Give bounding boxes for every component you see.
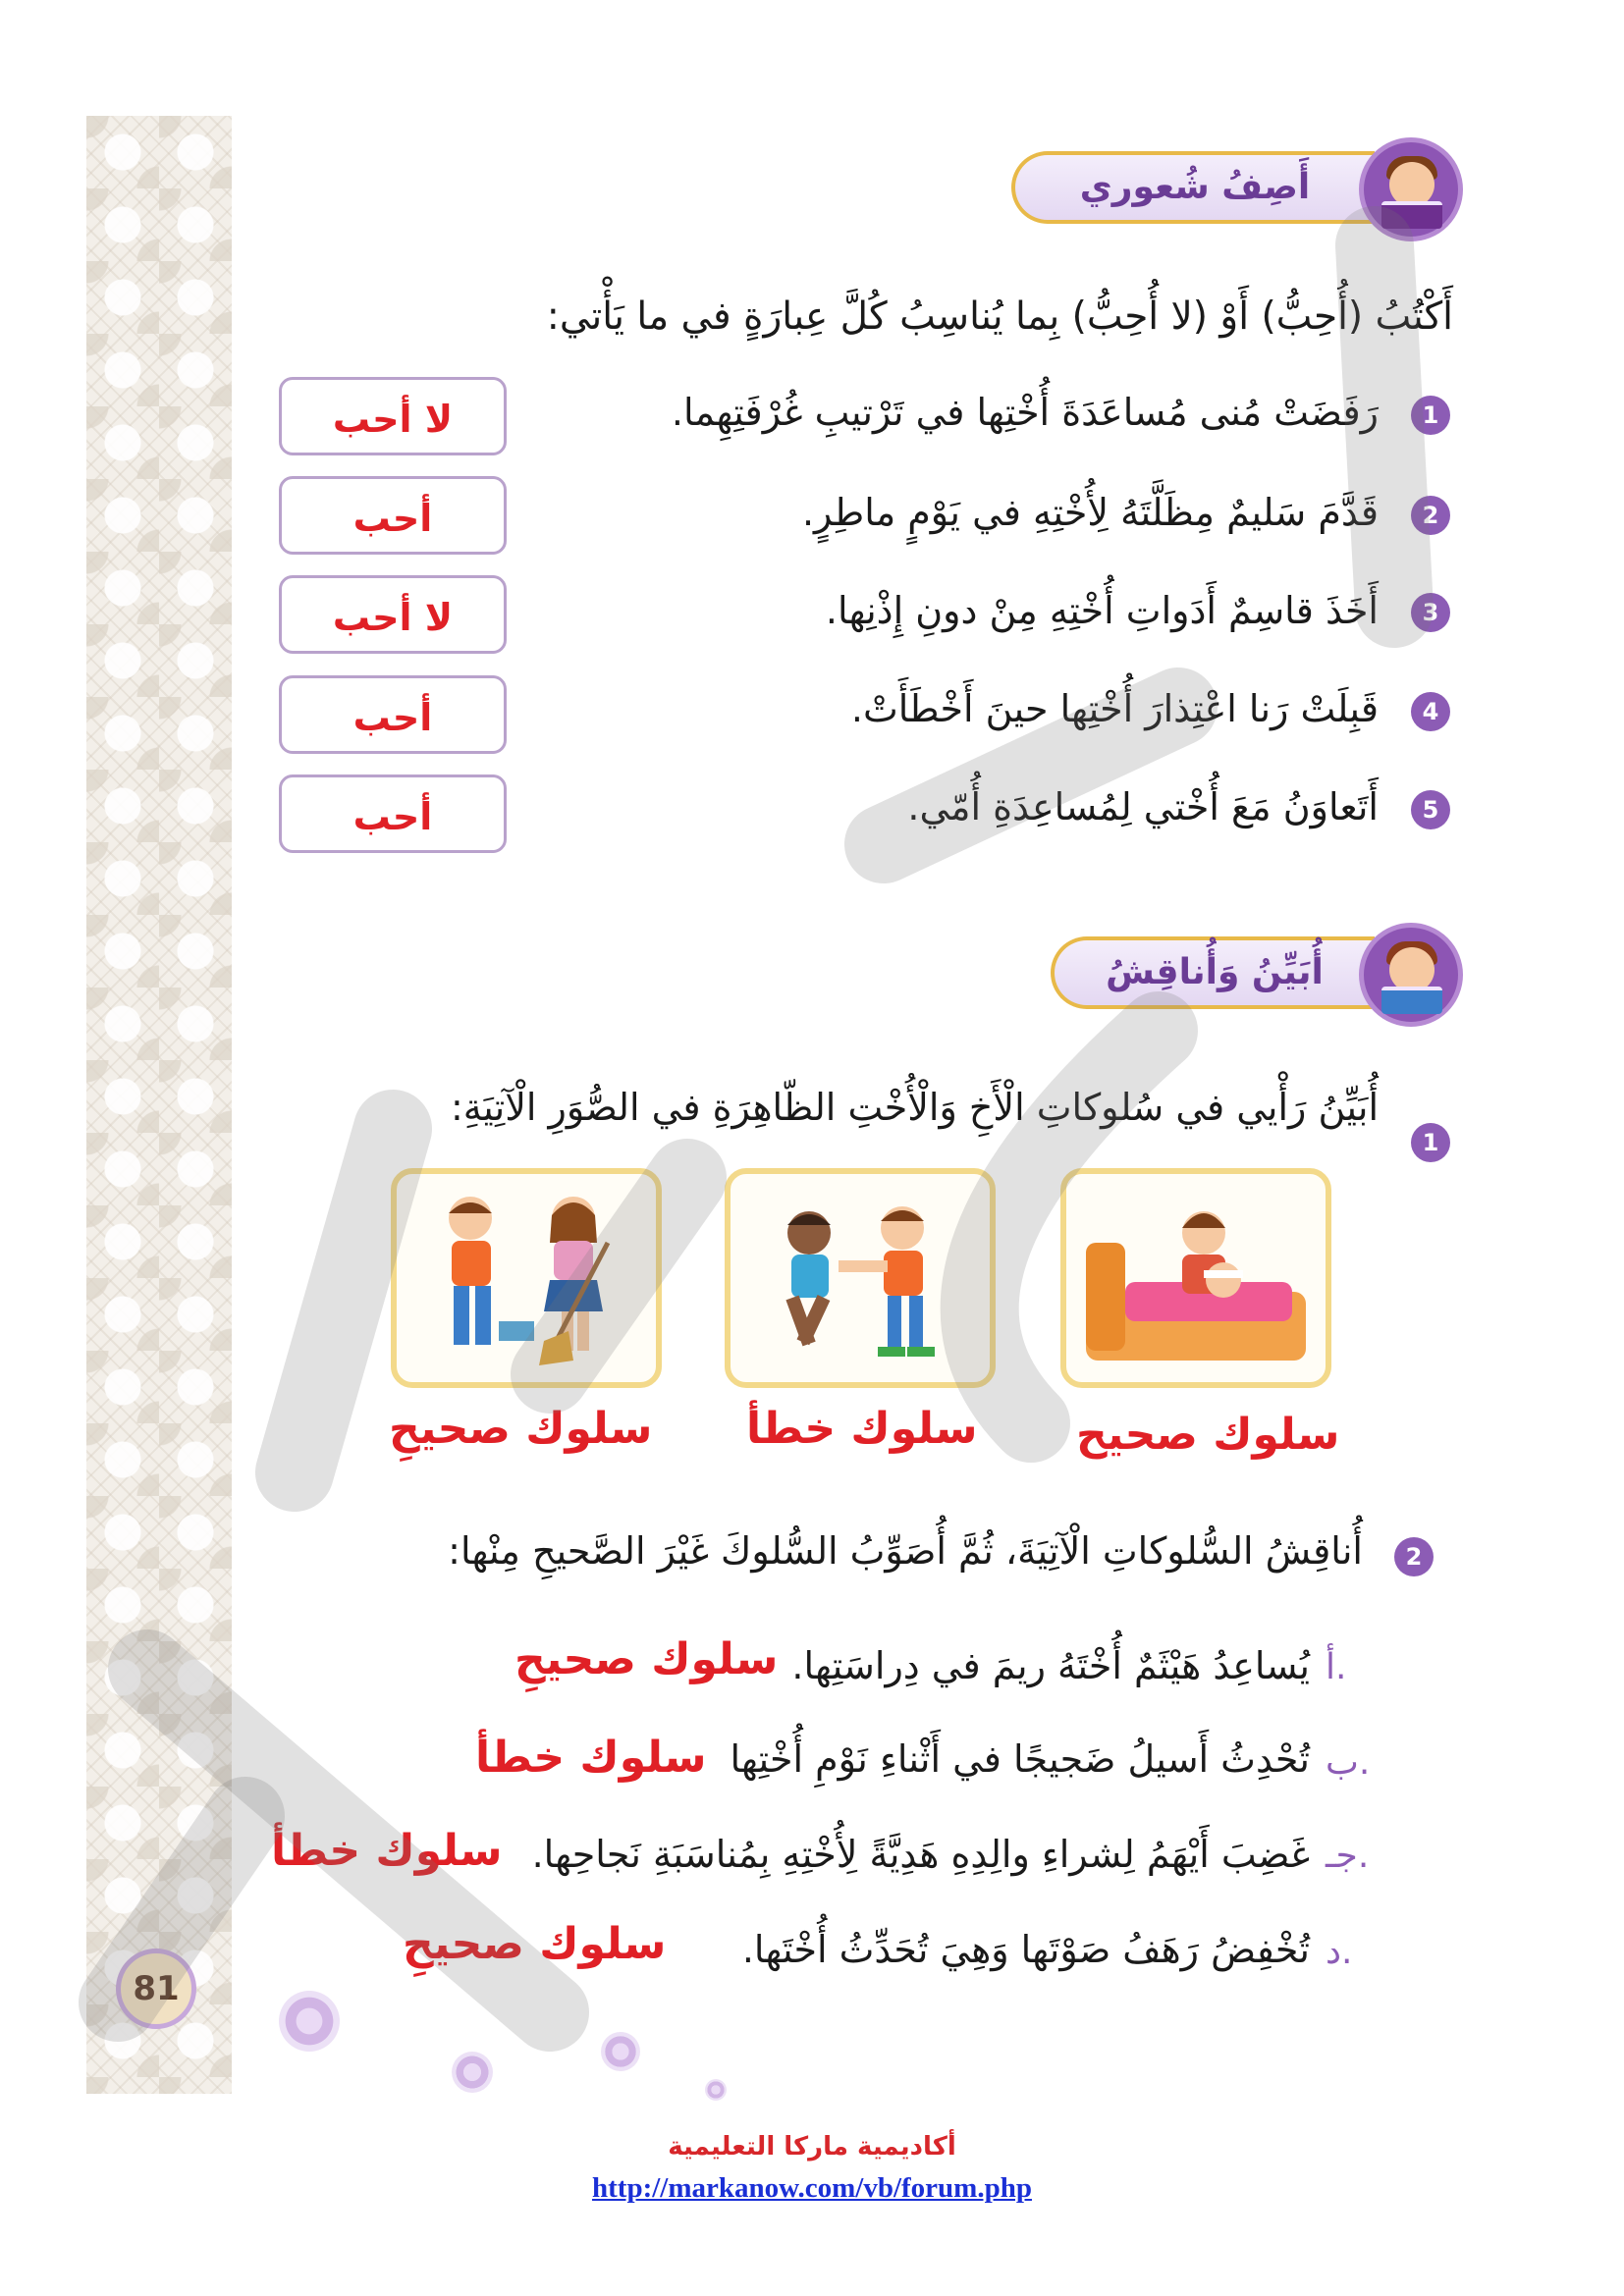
ornament-icon <box>452 2052 493 2093</box>
answer-box[interactable] <box>279 476 507 555</box>
item-letter: جـ. <box>1326 1836 1370 1876</box>
section-header-describe-feelings <box>1011 137 1463 232</box>
boy-reading-avatar-icon <box>1359 137 1463 241</box>
answer-value: أحب <box>352 795 433 838</box>
item-text: تُحْدِثُ أَسيلُ ضَجيجًا في أَثْناءِ نَوْمِ أُخْتِها <box>730 1737 1310 1781</box>
section-title-pill <box>1051 936 1375 1009</box>
pushing-scene-illustration <box>731 1174 990 1382</box>
item-text: قَبِلَتْ رَنا اعْتِذارَ أُخْتِها حينَ أَخْطَأَتْ. <box>850 687 1379 730</box>
item-answer: سلوك صحيحِ <box>403 1919 667 1969</box>
picture-sick-sister <box>1060 1168 1331 1388</box>
footer-link[interactable]: http://markanow.com/vb/forum.php <box>592 2172 1032 2204</box>
section-title-pill <box>1011 151 1375 224</box>
section-header-explain-discuss <box>1045 923 1463 1017</box>
decorative-pattern-strip <box>86 116 232 2094</box>
ornament-icon <box>705 2079 727 2101</box>
item-text: أَخَذَ قاسِمٌ أَدَواتِ أُخْتِهِ مِنْ دونِ إِذْنِها. <box>825 589 1379 632</box>
item-answer: سلوك خطأ <box>271 1826 503 1876</box>
item-answer: سلوك خطأ <box>475 1733 707 1783</box>
instruction-text: أَكْتُبُ (أُحِبُّ) أَوْ (لا أُحِبُّ) بِما يُناسِبُ كُلَّ عِبارَةٍ في ما يَأْتي: <box>546 294 1453 339</box>
picture-sweeping <box>391 1168 662 1388</box>
question-number: 1 <box>1411 1123 1450 1162</box>
sweeping-scene-illustration <box>397 1174 656 1382</box>
caring-scene-illustration <box>1066 1174 1326 1382</box>
picture-pushing <box>725 1168 996 1388</box>
ornament-icon <box>279 1991 340 2052</box>
question-text: أُناقِشُ السُّلوكاتِ الْآتِيَةَ، ثُمَّ أُصَوِّبُ السُّلوكَ غَيْرَ الصَّحيحِ مِنْها: <box>448 1529 1363 1573</box>
item-text: تُخْفِضُ رَهَفُ صَوْتَها وَهِيَ تُحَدِّثُ أُخْتَها. <box>741 1928 1310 1971</box>
item-text: أَتَعاوَنُ مَعَ أُخْتي لِمُساعِدَةِ أُمّي. <box>907 785 1379 828</box>
picture-label: سلوك خطأ <box>746 1404 978 1454</box>
answer-value: لا أحب <box>332 398 454 441</box>
girl-reading-avatar-icon <box>1359 923 1463 1027</box>
answer-box[interactable] <box>279 575 507 654</box>
answer-box[interactable] <box>279 774 507 853</box>
answer-value: أحب <box>352 696 433 739</box>
item-letter: أ. <box>1326 1647 1347 1687</box>
item-number: 2 <box>1411 496 1450 535</box>
page-number: 81 <box>116 1949 196 2029</box>
picture-label: سلوك صحيح <box>1076 1410 1340 1460</box>
item-number: 1 <box>1411 396 1450 435</box>
picture-label: سلوك صحيحِ <box>389 1404 653 1454</box>
ornament-icon <box>601 2032 640 2071</box>
answer-box[interactable] <box>279 675 507 754</box>
question-number: 2 <box>1394 1537 1434 1576</box>
item-text: غَضِبَ أَيْهَمُ لِشراءِ والِدِهِ هَدِيَّةً لِأُخْتِهِ بِمُناسَبَةِ نَجاحِها. <box>531 1833 1310 1876</box>
item-number: 4 <box>1411 692 1450 731</box>
item-text: يُساعِدُ هَيْثَمٌ أُخْتَهُ ريمَ في دِراسَتِها. <box>791 1644 1310 1687</box>
footer-academy-name: أكاديمية ماركا التعليمية <box>668 2132 956 2162</box>
item-answer: سلوك صحيحِ <box>514 1634 779 1684</box>
item-letter: ب. <box>1326 1742 1371 1783</box>
item-letter: د. <box>1326 1932 1353 1972</box>
section-title: أُبَيِّنُ وَأُناقِشُ <box>1106 952 1324 992</box>
answer-value: أحب <box>352 497 433 540</box>
item-text: رَفَضَتْ مُنى مُساعَدَةَ أُخْتِها في تَرْتيبِ غُرْفَتِهِما. <box>671 391 1379 434</box>
item-number: 5 <box>1411 790 1450 829</box>
section-title: أَصِفُ شُعوري <box>1079 167 1311 207</box>
item-number: 3 <box>1411 593 1450 632</box>
item-text: قَدَّمَ سَليمٌ مِظَلَّتَهُ لِأُخْتِهِ في يَوْمٍ ماطِرٍ. <box>801 491 1379 534</box>
question-text: أُبَيِّنُ رَأْيي في سُلوكاتِ الْأَخِ وَالْأُخْتِ الظّاهِرَةِ في الصُّوَرِ الْآتِيَةِ: <box>450 1086 1379 1129</box>
answer-value: لا أحب <box>332 596 454 639</box>
answer-box[interactable] <box>279 377 507 455</box>
